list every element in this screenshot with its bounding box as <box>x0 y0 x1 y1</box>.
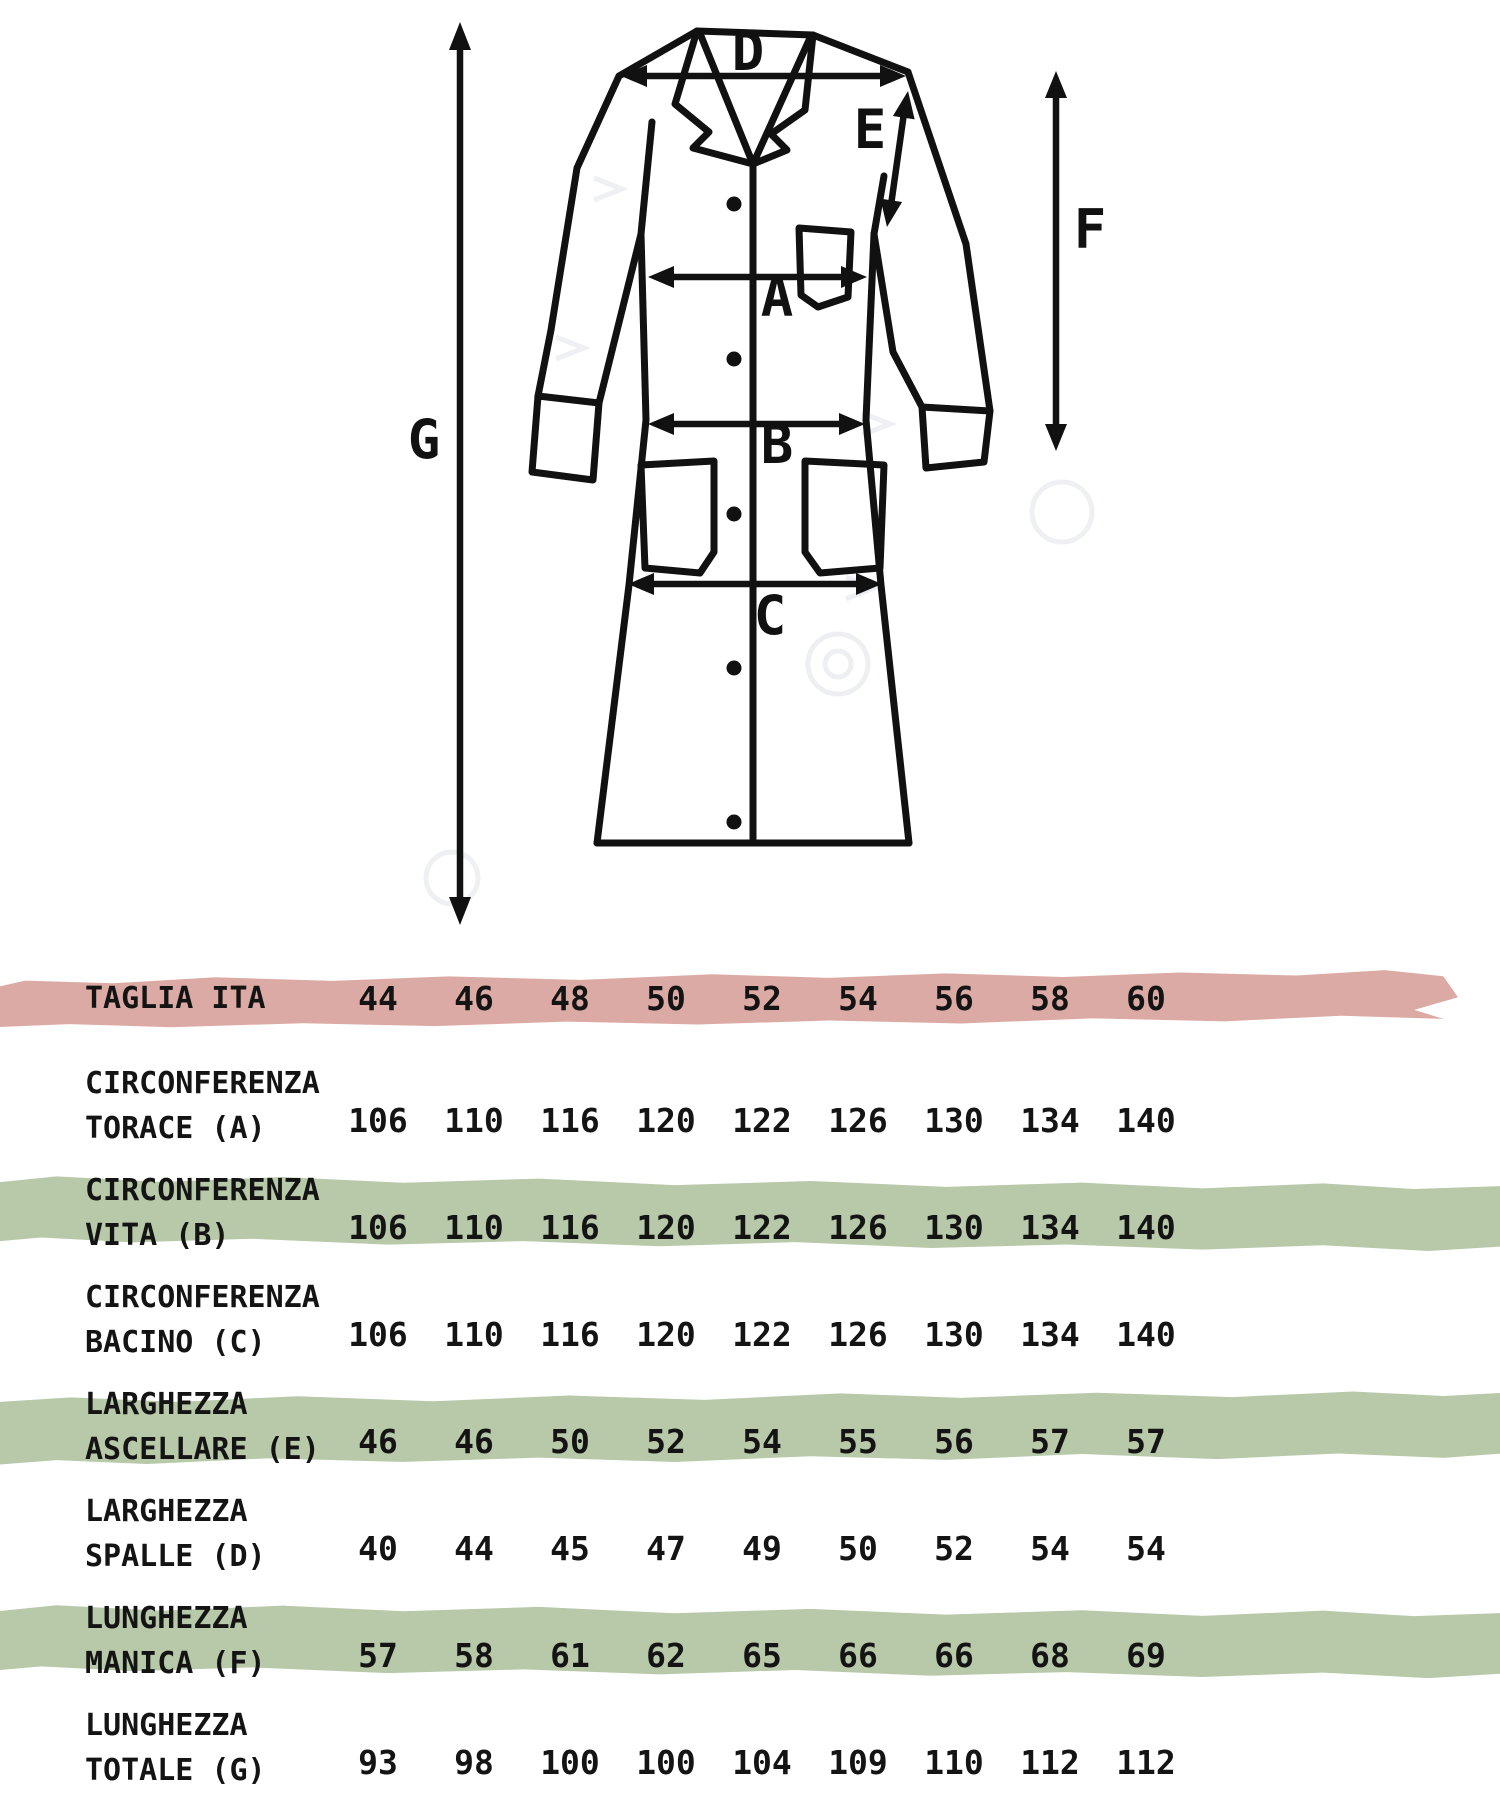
measure-value: 112 <box>1020 1743 1080 1782</box>
right-cuff <box>922 407 990 468</box>
measure-value: 100 <box>636 1743 696 1782</box>
button-dot <box>727 352 742 367</box>
measure-value: 116 <box>540 1101 600 1140</box>
measure-value: 66 <box>934 1636 974 1675</box>
measure-value: 54 <box>1030 1529 1070 1568</box>
size-column-header: 46 <box>454 979 494 1018</box>
table-row-bacino <box>0 1266 1500 1373</box>
row-label-line2: VITA (B) <box>85 1217 230 1253</box>
measure-value: 122 <box>732 1315 792 1354</box>
measure-value: 109 <box>828 1743 888 1782</box>
measure-value: 55 <box>838 1422 878 1461</box>
table-header-row <box>0 945 1500 1052</box>
row-label-line1: CIRCONFERENZA <box>85 1065 320 1101</box>
size-column-header: 58 <box>1030 979 1070 1018</box>
measure-value: 134 <box>1020 1315 1080 1354</box>
letter-C: C <box>753 584 787 647</box>
measure-value: 116 <box>540 1315 600 1354</box>
measure-value: 122 <box>732 1208 792 1247</box>
measure-value: 122 <box>732 1101 792 1140</box>
measure-value: 50 <box>550 1422 590 1461</box>
row-label <box>0 1168 330 1258</box>
measure-value: 140 <box>1116 1101 1176 1140</box>
measure-value: 116 <box>540 1208 600 1247</box>
letter-A: A <box>760 266 794 329</box>
letter-D: D <box>731 20 765 83</box>
measure-value: 106 <box>348 1315 408 1354</box>
button-dots <box>727 197 742 830</box>
measure-value: 93 <box>358 1743 398 1782</box>
measure-value: 126 <box>828 1101 888 1140</box>
row-label-line1: LUNGHEZZA <box>85 1600 248 1636</box>
measure-value: 49 <box>742 1529 782 1568</box>
measure-value: 52 <box>646 1422 686 1461</box>
row-label-line2: TOTALE (G) <box>85 1752 266 1788</box>
size-column-header: 56 <box>934 979 974 1018</box>
measure-value: 65 <box>742 1636 782 1675</box>
measure-value: 62 <box>646 1636 686 1675</box>
row-label-line1: CIRCONFERENZA <box>85 1172 320 1208</box>
measure-value: 66 <box>838 1636 878 1675</box>
measure-value: 56 <box>934 1422 974 1461</box>
measure-value: 61 <box>550 1636 590 1675</box>
size-column-header: 44 <box>358 979 398 1018</box>
button-dot <box>727 815 742 830</box>
button-dot <box>727 661 742 676</box>
measure-value: 120 <box>636 1208 696 1247</box>
measure-value: 120 <box>636 1101 696 1140</box>
measure-value: 46 <box>454 1422 494 1461</box>
size-column-header: 60 <box>1126 979 1166 1018</box>
row-label-line2: ASCELLARE (E) <box>85 1431 320 1467</box>
measure-value: 69 <box>1126 1636 1166 1675</box>
table-row-vita <box>0 1159 1500 1266</box>
row-label-line1: CIRCONFERENZA <box>85 1279 320 1315</box>
row-label-line1: LARGHEZZA <box>85 1386 248 1422</box>
left-hip-pocket <box>641 461 714 573</box>
left-sleeve-inner <box>599 234 641 403</box>
measure-value: 47 <box>646 1529 686 1568</box>
measure-value: 57 <box>1030 1422 1070 1461</box>
measure-value: 44 <box>454 1529 494 1568</box>
measure-value: 134 <box>1020 1208 1080 1247</box>
measure-value: 126 <box>828 1315 888 1354</box>
measure-value: 110 <box>444 1208 504 1247</box>
measure-value: 140 <box>1116 1208 1176 1247</box>
measurement-letters <box>408 20 1107 647</box>
measure-value: 57 <box>1126 1422 1166 1461</box>
row-label <box>0 1275 330 1365</box>
measure-value: 130 <box>924 1208 984 1247</box>
right-sleeve-inner <box>874 234 922 407</box>
button-dot <box>727 197 742 212</box>
measure-value: 104 <box>732 1743 792 1782</box>
measure-value: 54 <box>1126 1529 1166 1568</box>
table-row-ascellare <box>0 1373 1500 1480</box>
measure-value: 100 <box>540 1743 600 1782</box>
measure-value: 110 <box>444 1315 504 1354</box>
measure-value: 68 <box>1030 1636 1070 1675</box>
measure-value: 40 <box>358 1529 398 1568</box>
row-label-line1: LARGHEZZA <box>85 1493 248 1529</box>
measure-value: 120 <box>636 1315 696 1354</box>
row-label <box>0 1489 330 1579</box>
size-table <box>0 945 1500 1800</box>
measure-value: 130 <box>924 1101 984 1140</box>
button-dot <box>727 507 742 522</box>
size-column-header: 52 <box>742 979 782 1018</box>
arrow-E <box>891 113 904 205</box>
row-label-line2: BACINO (C) <box>85 1324 266 1360</box>
measure-value: 45 <box>550 1529 590 1568</box>
letter-F: F <box>1073 198 1107 261</box>
row-label <box>0 1703 330 1793</box>
measure-value: 57 <box>358 1636 398 1675</box>
measure-value: 140 <box>1116 1315 1176 1354</box>
measure-value: 58 <box>454 1636 494 1675</box>
measure-value: 106 <box>348 1208 408 1247</box>
row-label <box>0 1596 330 1686</box>
size-column-header: 50 <box>646 979 686 1018</box>
measure-value: 106 <box>348 1101 408 1140</box>
row-label <box>0 1061 330 1151</box>
measure-value: 54 <box>742 1422 782 1461</box>
row-label <box>0 1382 330 1472</box>
letter-B: B <box>760 413 794 476</box>
size-column-header: 54 <box>838 979 878 1018</box>
measure-value: 134 <box>1020 1101 1080 1140</box>
measure-value: 126 <box>828 1208 888 1247</box>
letter-E: E <box>853 98 887 161</box>
row-label-line2: TORACE (A) <box>85 1110 266 1146</box>
table-row-manica <box>0 1587 1500 1694</box>
measure-value: 98 <box>454 1743 494 1782</box>
left-armhole-seam <box>641 122 652 234</box>
row-label-line1: LUNGHEZZA <box>85 1707 248 1743</box>
table-row-totale <box>0 1694 1500 1800</box>
measure-value: 46 <box>358 1422 398 1461</box>
right-sleeve-outer <box>908 72 990 411</box>
measure-value: 112 <box>1116 1743 1176 1782</box>
ghost-watermarks <box>426 178 1092 904</box>
size-column-header: 48 <box>550 979 590 1018</box>
measure-value: 52 <box>934 1529 974 1568</box>
measure-value: 110 <box>924 1743 984 1782</box>
measure-value: 110 <box>444 1101 504 1140</box>
measure-value: 50 <box>838 1529 878 1568</box>
left-cuff <box>532 396 599 480</box>
letter-G: G <box>407 408 441 471</box>
row-label-line2: MANICA (F) <box>85 1645 266 1681</box>
table-row-spalle <box>0 1480 1500 1587</box>
header-label: TAGLIA ITA <box>85 981 266 1016</box>
row-label-line2: SPALLE (D) <box>85 1538 266 1574</box>
measure-value: 130 <box>924 1315 984 1354</box>
right-shoulder <box>813 35 908 72</box>
table-row-torace <box>0 1052 1500 1159</box>
